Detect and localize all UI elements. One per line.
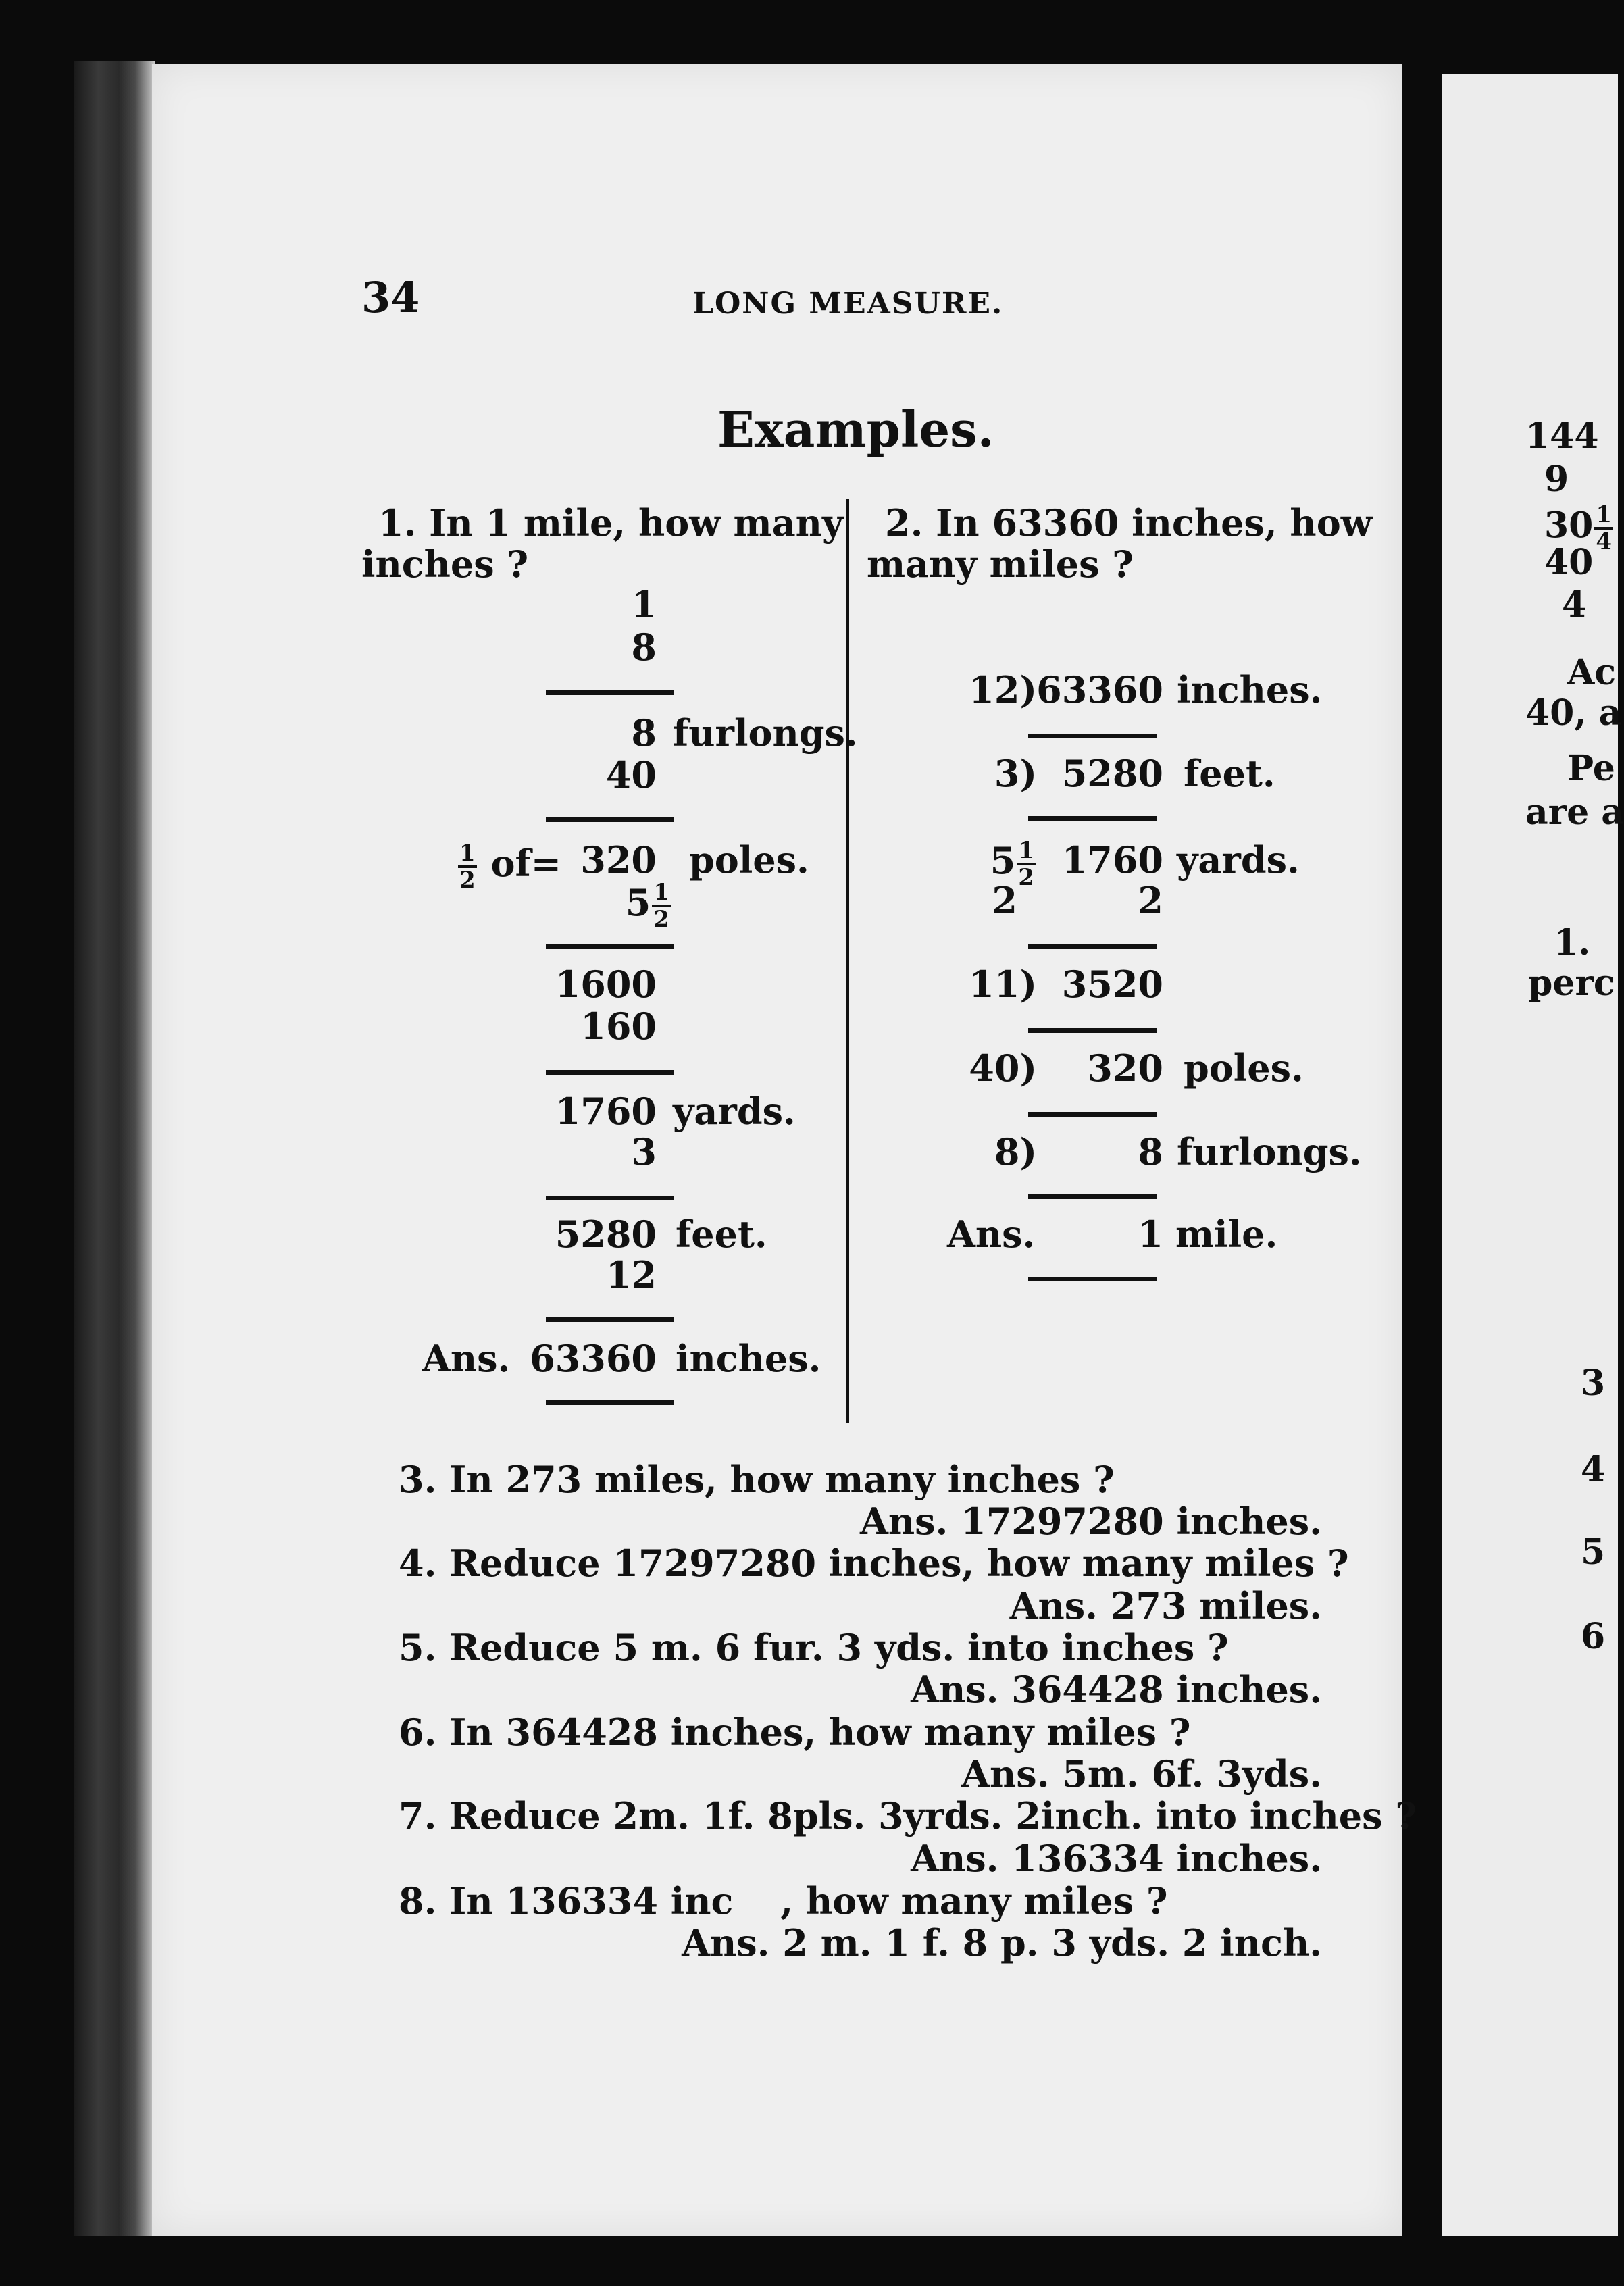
ex2-unit: yards.	[1177, 838, 1300, 882]
ex2-rule	[1028, 1194, 1157, 1199]
ex1-multiplier	[626, 881, 672, 931]
problem-question: 7. Reduce 2m. 1f. 8pls. 3yrds. 2inch. into inches ?	[399, 1794, 1417, 1837]
problem-answer: Ans. 136334 inches.	[911, 1837, 1322, 1880]
next-page-fragment: 1.	[1554, 922, 1591, 963]
fraction-half: $\frac{1}{2}$	[1018, 837, 1034, 891]
ex2-multiplier: 2	[992, 879, 1017, 922]
ex1-value: 5280	[555, 1213, 657, 1256]
ex2-divisor: 11)	[969, 963, 1037, 1006]
problem8-start: 8. In 136334 inc	[399, 1879, 734, 1923]
next-page-fragment: 3	[1581, 1363, 1606, 1404]
next-page-fragment: 40, a	[1525, 692, 1622, 734]
ex1-half-of	[457, 842, 561, 892]
ex1-unit: furlongs.	[673, 711, 858, 755]
ex1-value: 8	[631, 711, 657, 755]
ex1-unit: feet.	[676, 1213, 767, 1256]
problem-question: 6. In 364428 inches, how many miles ?	[399, 1710, 1191, 1754]
ex2-unit: furlongs.	[1177, 1130, 1362, 1173]
next-page-fragment: 5	[1581, 1531, 1606, 1573]
ex2-answer-value: 1	[1138, 1213, 1163, 1256]
problem-question: 3. In 273 miles, how many inches ?	[399, 1458, 1115, 1501]
ex1-value: 1600	[555, 963, 657, 1006]
problem-answer: Ans. 273 miles.	[1009, 1584, 1322, 1627]
ex1-value: 160	[580, 1005, 657, 1048]
next-page-fragment: are a	[1525, 792, 1624, 833]
ex1-answer-value: 63360	[530, 1337, 657, 1380]
ex1-multiplier: 8	[631, 626, 657, 669]
next-page-fragment: 4	[1581, 1449, 1606, 1490]
ex2-unit: inches.	[1177, 668, 1323, 711]
ex1-multiplier: 1	[631, 583, 657, 626]
problem-question: 5. Reduce 5 m. 6 fur. 3 yds. into inches ?	[399, 1626, 1229, 1669]
ex1-rule	[546, 1400, 674, 1405]
ex2-value: 3520	[1061, 963, 1163, 1006]
next-page-fragment: 40	[1544, 542, 1594, 583]
problem-answer: Ans. 17297280 inches.	[859, 1500, 1322, 1543]
ex1-rule	[546, 1317, 674, 1322]
ex1-value: 1760	[555, 1090, 657, 1133]
next-page-fragment: 9	[1544, 459, 1569, 500]
ex2-rule	[1028, 1028, 1157, 1033]
example2-question-line1: 2. In 63360 inches, how	[885, 501, 1373, 544]
example1-question-line1: 1. In 1 mile, how many	[378, 501, 844, 544]
next-page-fragment: perc	[1528, 963, 1615, 1004]
page-number: 34	[361, 273, 420, 322]
ex2-rule	[1028, 734, 1157, 738]
ex2-mixed-int: 5	[990, 839, 1016, 883]
ex1-answer-unit: inches.	[676, 1337, 821, 1380]
problem-question: 4. Reduce 17297280 inches, how many miles ?	[399, 1542, 1349, 1585]
next-page-fragment: 4	[1562, 584, 1587, 626]
column-divider	[846, 499, 849, 1423]
ex2-value: 320	[1087, 1046, 1163, 1090]
next-page-fragment: 144	[1525, 415, 1599, 457]
ex1-multiplier: 3	[631, 1130, 657, 1173]
ex2-value: 5280	[1061, 752, 1163, 795]
ex2-value: 63360	[1036, 668, 1163, 711]
fraction-quarter: $\frac{1}{4}$	[1596, 501, 1613, 555]
fraction-half: $\frac{1}{2}$	[653, 879, 669, 933]
running-title: LONG MEASURE.	[692, 286, 1004, 321]
ex2-value: 1760	[1061, 838, 1163, 882]
ex1-rule	[546, 1070, 674, 1075]
ex2-divisor: 40)	[969, 1046, 1037, 1090]
ex2-unit: poles.	[1184, 1046, 1304, 1090]
ex2-unit: feet.	[1184, 752, 1275, 795]
book-spine	[74, 61, 155, 2236]
ex1-of-prefix: of=	[490, 842, 561, 886]
ex2-rule	[1028, 1277, 1157, 1281]
ex2-rule	[1028, 1112, 1157, 1117]
ex1-answer-label: Ans.	[422, 1337, 511, 1380]
next-page-mixed-int: 30	[1544, 505, 1594, 547]
section-title: Examples.	[717, 401, 994, 458]
problem-question	[399, 1879, 1168, 1923]
ex2-multiplier: 2	[1138, 879, 1163, 922]
ex2-answer-unit: mile.	[1175, 1213, 1278, 1256]
problem8-end: , how many miles ?	[780, 1879, 1168, 1923]
example2-question-line2: many miles ?	[867, 542, 1134, 586]
ex1-rule	[546, 944, 674, 949]
ex2-divisor: 3)	[994, 752, 1037, 795]
ex1-multiplier: 40	[605, 753, 657, 796]
ex1-unit: yards.	[673, 1090, 796, 1133]
fraction-half: $\frac{1}{2}$	[459, 840, 476, 894]
ex2-value: 8	[1138, 1130, 1163, 1173]
ex1-rule	[546, 1196, 674, 1200]
example1-question-line2: inches ?	[361, 542, 529, 586]
problem-answer: Ans. 2 m. 1 f. 8 p. 3 yds. 2 inch.	[682, 1921, 1322, 1964]
ex2-rule	[1028, 944, 1157, 949]
problem-answer: Ans. 5m. 6f. 3yds.	[961, 1752, 1322, 1796]
ex2-divisor: 8)	[994, 1130, 1037, 1173]
book-page-right-edge	[1442, 74, 1618, 2236]
next-page-fragment: Pe	[1567, 748, 1615, 789]
ex2-answer-label: Ans.	[947, 1213, 1036, 1256]
ex1-rule	[546, 690, 674, 695]
next-page-fragment: 6	[1581, 1616, 1606, 1657]
next-page-fragment: Ac	[1567, 652, 1617, 693]
ex1-rule	[546, 817, 674, 822]
ex1-mixed-int: 5	[625, 881, 651, 925]
ex1-value: 320	[580, 838, 657, 882]
ex2-divisor: 12)	[969, 668, 1037, 711]
ex1-unit: poles.	[689, 838, 809, 882]
ex2-rule	[1028, 816, 1157, 821]
problem-answer: Ans. 364428 inches.	[911, 1668, 1322, 1711]
ex1-multiplier: 12	[605, 1253, 657, 1296]
